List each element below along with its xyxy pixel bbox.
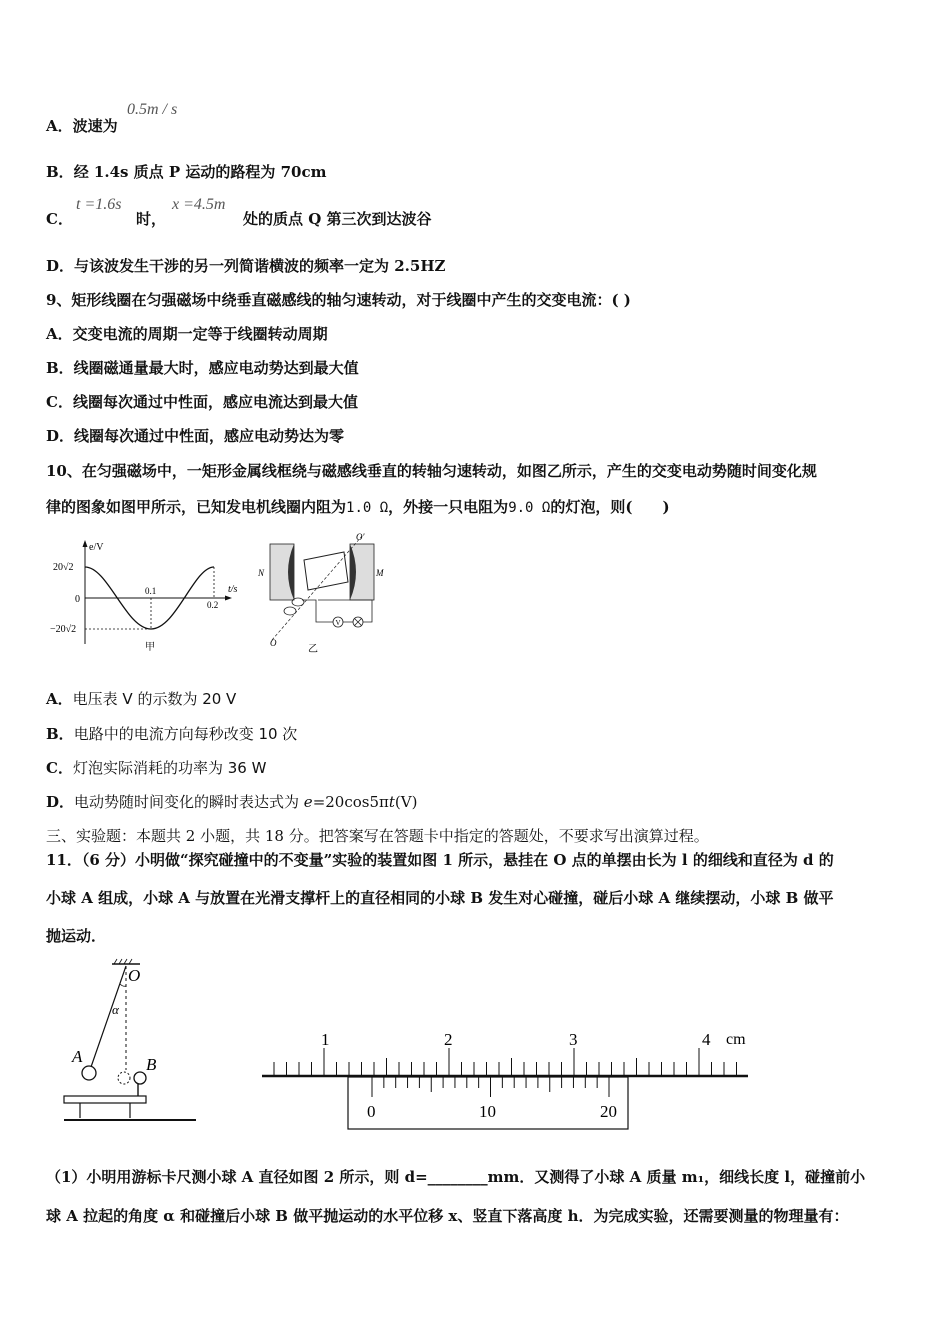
graph-xlabel: t/s bbox=[228, 584, 238, 595]
q10-stem-r1: 1.0 Ω bbox=[346, 500, 389, 516]
q10-option-c-label: C． bbox=[46, 759, 73, 777]
label-o: O bbox=[128, 966, 141, 985]
pole-n-label: N bbox=[258, 568, 265, 578]
vernier-label-0: 0 bbox=[367, 1102, 376, 1121]
q10-option-c-text: 灯泡实际消耗的功率为 36 W bbox=[72, 759, 267, 777]
q10-option-d-t: t bbox=[388, 793, 395, 811]
pendulum-string bbox=[91, 966, 126, 1067]
q10-stem-text-c: 的灯泡，则( ) bbox=[550, 498, 670, 516]
q8-option-a-text: 波速为 bbox=[72, 117, 118, 135]
axis-o2-label: O′ bbox=[356, 532, 365, 542]
vernier-label-20: 20 bbox=[600, 1102, 617, 1121]
ball-b-icon bbox=[134, 1072, 146, 1084]
label-a: A bbox=[72, 1047, 83, 1066]
graph-caption: 甲 bbox=[145, 642, 155, 653]
voltmeter-label: V bbox=[335, 619, 341, 627]
q8-option-b-label: B． bbox=[46, 163, 74, 181]
q10-option-b bbox=[46, 724, 297, 744]
q8-option-c-math2: x =4.5m bbox=[172, 196, 226, 213]
q10-stem-line1: 10、在匀强磁场中，一矩形金属线框绕与磁感线垂直的转轴匀速转动，如图乙所示，产生的交变电动势随时间变化规 bbox=[46, 462, 817, 480]
q8-option-c-mid: 时， bbox=[136, 210, 167, 228]
q8-option-a-math: 0.5m / s bbox=[127, 101, 178, 118]
q8-option-c-math1: t =1.6s bbox=[76, 196, 122, 213]
q10-option-d-text1: 电动势随时间变化的瞬时表达式为 bbox=[74, 793, 304, 811]
label-b: B bbox=[146, 1055, 157, 1074]
q8-option-a bbox=[46, 116, 118, 136]
graph-ymax-label: 20√2 bbox=[53, 562, 74, 573]
graph-ylabel: e/V bbox=[89, 542, 104, 553]
q8-option-d bbox=[46, 256, 445, 276]
angle-arc bbox=[120, 984, 126, 986]
q10-stem-text-a: 律的图象如图甲所示，已知发电机线圈内阻为 bbox=[46, 498, 347, 516]
coil-frame bbox=[304, 552, 348, 590]
device-caption: 乙 bbox=[308, 644, 318, 655]
q8-option-b-text: 经 1.4s 质点 P 运动的路程为 70cm bbox=[73, 163, 327, 181]
q9-stem: 9、矩形线圈在匀强磁场中绕垂直磁感线的轴匀速转动，对于线圈中产生的交变电流：( ) bbox=[46, 291, 631, 309]
q8-option-a-label: A． bbox=[46, 117, 73, 135]
graph-t2-label: 0.2 bbox=[207, 600, 219, 610]
pole-m-label: M bbox=[376, 568, 384, 578]
axis-o-label: O bbox=[270, 638, 277, 648]
q8-option-d-text: 与该波发生干涉的另一列简谐横波的频率一定为 2.5HZ bbox=[74, 257, 446, 275]
graph-x-arrow bbox=[225, 596, 232, 601]
q10-option-c bbox=[46, 758, 266, 778]
graph-t1-label: 0.1 bbox=[145, 586, 157, 596]
label-alpha: α bbox=[112, 1002, 119, 1017]
main-scale-ticks bbox=[274, 1048, 737, 1076]
ball-a-icon bbox=[82, 1066, 96, 1080]
q10-stem-text-b: ，外接一只电阻为 bbox=[388, 498, 509, 516]
main-unit-label: cm bbox=[726, 1031, 746, 1048]
q8-option-c-tail: 处的质点 Q 第三次到达波谷 bbox=[243, 210, 432, 228]
q9-option-a: A．交变电流的周期一定等于线圈转动周期 bbox=[46, 325, 328, 343]
q10-option-a-text: 电压表 V 的示数为 20 V bbox=[72, 690, 237, 708]
q11-sub1-line1: （1）小明用游标卡尺测小球 A 直径如图 2 所示，则 d=________mm．又测得了小球 A 质量 m₁，细线长度 l，碰撞前小 bbox=[46, 1168, 866, 1186]
main-label-4: 4 bbox=[702, 1030, 711, 1049]
q11-figure-pendulum bbox=[60, 958, 200, 1130]
q10-device-yi bbox=[252, 530, 392, 656]
support-platform bbox=[64, 1096, 146, 1103]
vernier-label-10: 10 bbox=[479, 1102, 496, 1121]
q10-stem-r2: 9.0 Ω bbox=[508, 500, 551, 516]
q8-option-c-label: C． bbox=[46, 210, 73, 228]
q8-option-d-label: D． bbox=[46, 257, 75, 275]
q10-option-d-text5: (V) bbox=[394, 793, 418, 811]
graph-y-arrow bbox=[83, 540, 88, 547]
q11-line1: 11．（6 分）小明做“探究碰撞中的不变量”实验的装置如图 1 所示，悬挂在 O 点的单摆由长为 l 的细线和直径为 d 的 bbox=[46, 851, 834, 869]
q11-line2: 小球 A 组成，小球 A 与放置在光滑支撑杆上的直径相同的小球 B 发生对心碰撞，碰后小球 A 继续摆动，小球 B 做平 bbox=[46, 889, 834, 907]
q10-option-a bbox=[46, 689, 236, 709]
q10-option-d-text3: =20cos5π bbox=[312, 793, 389, 811]
slip-ring-2 bbox=[284, 607, 296, 615]
q10-option-b-text: 电路中的电流方向每秒改变 10 次 bbox=[73, 725, 298, 743]
q11-figure-vernier bbox=[260, 1024, 756, 1132]
slip-ring-1 bbox=[292, 598, 304, 606]
q10-option-b-label: B． bbox=[46, 725, 74, 743]
main-label-3: 3 bbox=[569, 1030, 578, 1049]
q9-option-d: D．线圈每次通过中性面，感应电动势达为零 bbox=[46, 427, 345, 445]
graph-ymin-label: −20√2 bbox=[50, 624, 77, 635]
q10-option-d-label: D． bbox=[46, 793, 75, 811]
q9-option-c: C．线圈每次通过中性面，感应电流达到最大值 bbox=[46, 393, 358, 411]
q10-option-d bbox=[46, 792, 417, 812]
main-label-1: 1 bbox=[321, 1030, 330, 1049]
graph-zero-label: 0 bbox=[75, 594, 80, 605]
q11-line3: 抛运动． bbox=[46, 927, 107, 945]
main-label-2: 2 bbox=[444, 1030, 453, 1049]
q10-graph-jia bbox=[48, 536, 238, 654]
q10-option-a-label: A． bbox=[46, 690, 73, 708]
q11-sub1-line2: 球 A 拉起的角度 α 和碰撞后小球 B 做平抛运动的水平位移 x、竖直下落高度 h．为完成实验，还需要测量的物理量有： bbox=[46, 1207, 849, 1225]
section-3-heading: 三、实验题：本题共 2 小题，共 18 分。把答案写在答题卡中指定的答题处，不要求写出演算过程。 bbox=[46, 827, 709, 845]
ball-a-dashed-icon bbox=[118, 1072, 130, 1084]
q9-option-b: B．线圈磁通量最大时，感应电动势达到最大值 bbox=[46, 359, 359, 377]
q10-option-d-e: e bbox=[303, 793, 313, 811]
q10-stem-line2 bbox=[46, 497, 670, 518]
q8-option-b bbox=[46, 162, 327, 182]
